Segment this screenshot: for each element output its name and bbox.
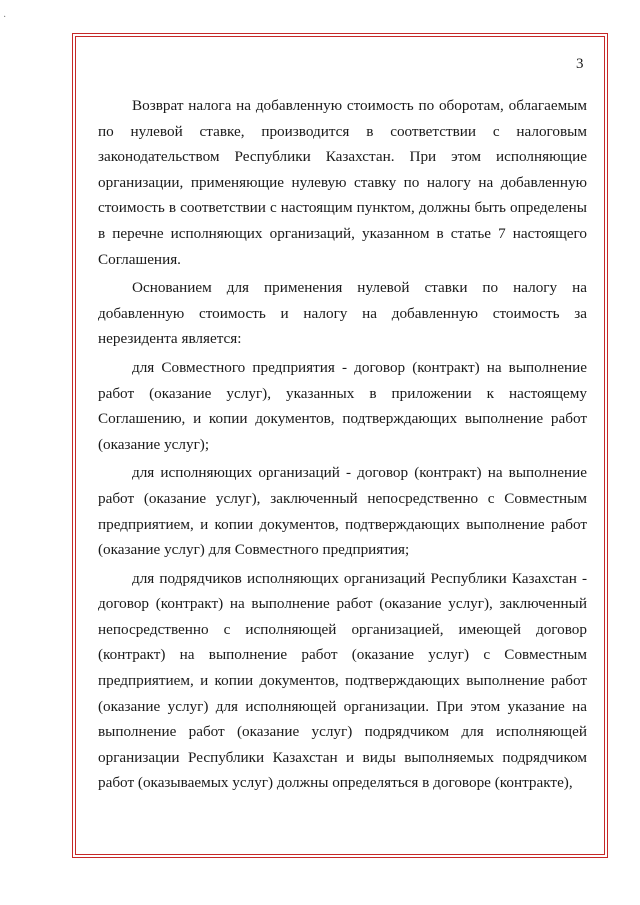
paragraph-contractors: для подрядчиков исполняющих организаций Республики Казахстан - договор (контракт) на выполнение работ (оказание услуг), заключенный непосредственно с исполняющей организацией, имеющей договор (контракт) на выполнение работ (оказание услуг) с Совместным предприятием, и копии документов, подтверждающих выполнение работ (оказание услуг) для исполняющей организации. При этом указание на выполнение работ (оказание услуг) подрядчиком для исполняющей организации Республики Казахстан и виды выполняемых подрядчиком работ (оказываемых услуг) должны определяться в договоре (контракте), (98, 569, 587, 792)
page-number: 3 (576, 56, 584, 72)
paragraph-executing-organizations: для исполняющих организаций - договор (контракт) на выполнение работ (оказание услуг), заключенный непосредственно с Совместным предприятием, и копии документов, подтверждающих выполнение работ (оказание услуг) для Совместного предприятия; (98, 464, 587, 559)
paragraph-joint-venture: для Совместного предприятия - договор (контракт) на выполнение работ (оказание услуг), указанных в приложении к настоящему Соглашению, и копии документов, подтверждающих выполнение работ (оказание услуг); (98, 358, 587, 453)
paragraph-zero-rate-basis: Основанием для применения нулевой ставки по налогу на добавленную стоимость и налогу на добавленную стоимость за нерезидента является: (98, 279, 587, 348)
document-body (98, 93, 587, 796)
scan-mark: · (3, 12, 7, 23)
paragraph-vat-refund: Возврат налога на добавленную стоимость по оборотам, облагаемым по нулевой ставке, производится в соответствии с налоговым законодательством Республики Казахстан. При этом исполняющие организации, применяющие нулевую ставку по налогу на добавленную стоимость в соответствии с настоящим пунктом, должны быть определены в перечне исполняющих организаций, указанном в статье 7 настоящего Соглашения. (98, 97, 587, 268)
